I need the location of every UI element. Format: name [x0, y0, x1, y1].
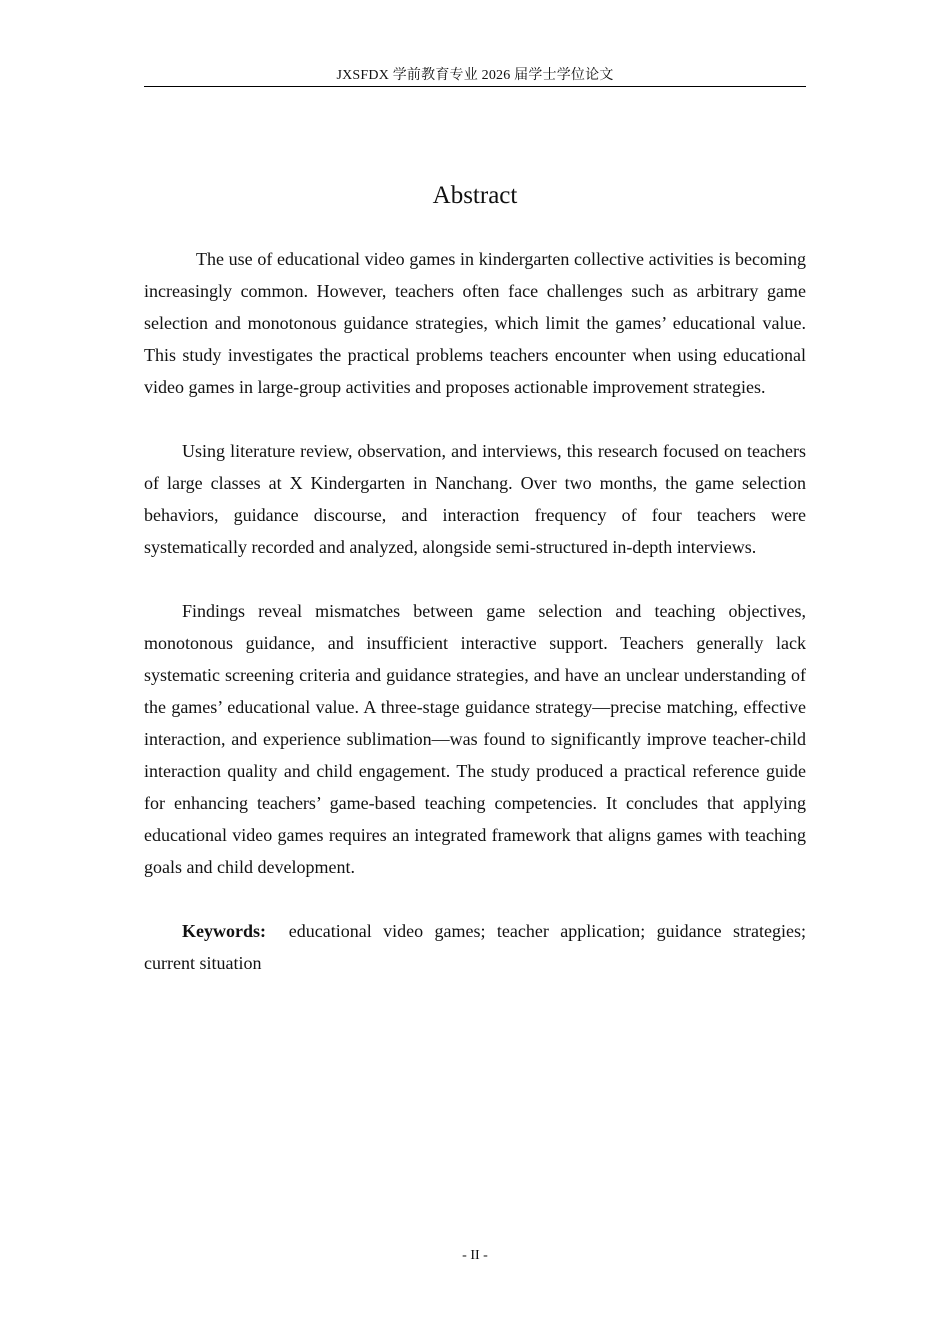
running-header: JXSFDX 学前教育专业 2026 届学士学位论文 — [336, 68, 614, 83]
page-number: - II - — [462, 1248, 488, 1263]
keywords-text: educational video games; teacher application; guidance strategies; current situation — [144, 921, 806, 973]
abstract-paragraph-2: Using literature review, observation, and interviews, this research focused on teachers of large classes at X Kindergarten in Nanchang. Over two months, the game selection behaviors, guidance discourse, and interaction frequency of four teachers were systematically recorded and analyzed, alongside semi-structured in-depth interviews. — [144, 441, 806, 557]
keywords-paragraph — [144, 915, 806, 979]
keywords-label: Keywords: — [182, 921, 266, 941]
abstract-paragraph-3: Findings reveal mismatches between game selection and teaching objectives, monotonous guidance, and insufficient interactive support. Teachers generally lack systematic screening criteria and guidance strategies, and have an unclear understanding of the games’ educational value. A three-stage guidance strategy—precise matching, effective interaction, and experience sublimation—was found to significantly improve teacher-child interaction quality and child engagement. The study produced a practical reference guide for enhancing teachers’ game-based teaching competencies. It concludes that applying educational video games requires an integrated framework that aligns games with teaching goals and child development. — [144, 601, 806, 877]
abstract-body — [144, 243, 806, 1011]
abstract-paragraph-1: The use of educational video games in kindergarten collective activities is becoming increasingly common. However, teachers often face challenges such as arbitrary game selection and monotonous guidance strategies, which limit the games’ educational value. This study investigates the practical problems teachers encounter when using educational video games in large-group activities and proposes actionable improvement strategies. — [144, 249, 806, 397]
header-rule — [144, 86, 806, 87]
page-title: Abstract — [432, 182, 518, 209]
